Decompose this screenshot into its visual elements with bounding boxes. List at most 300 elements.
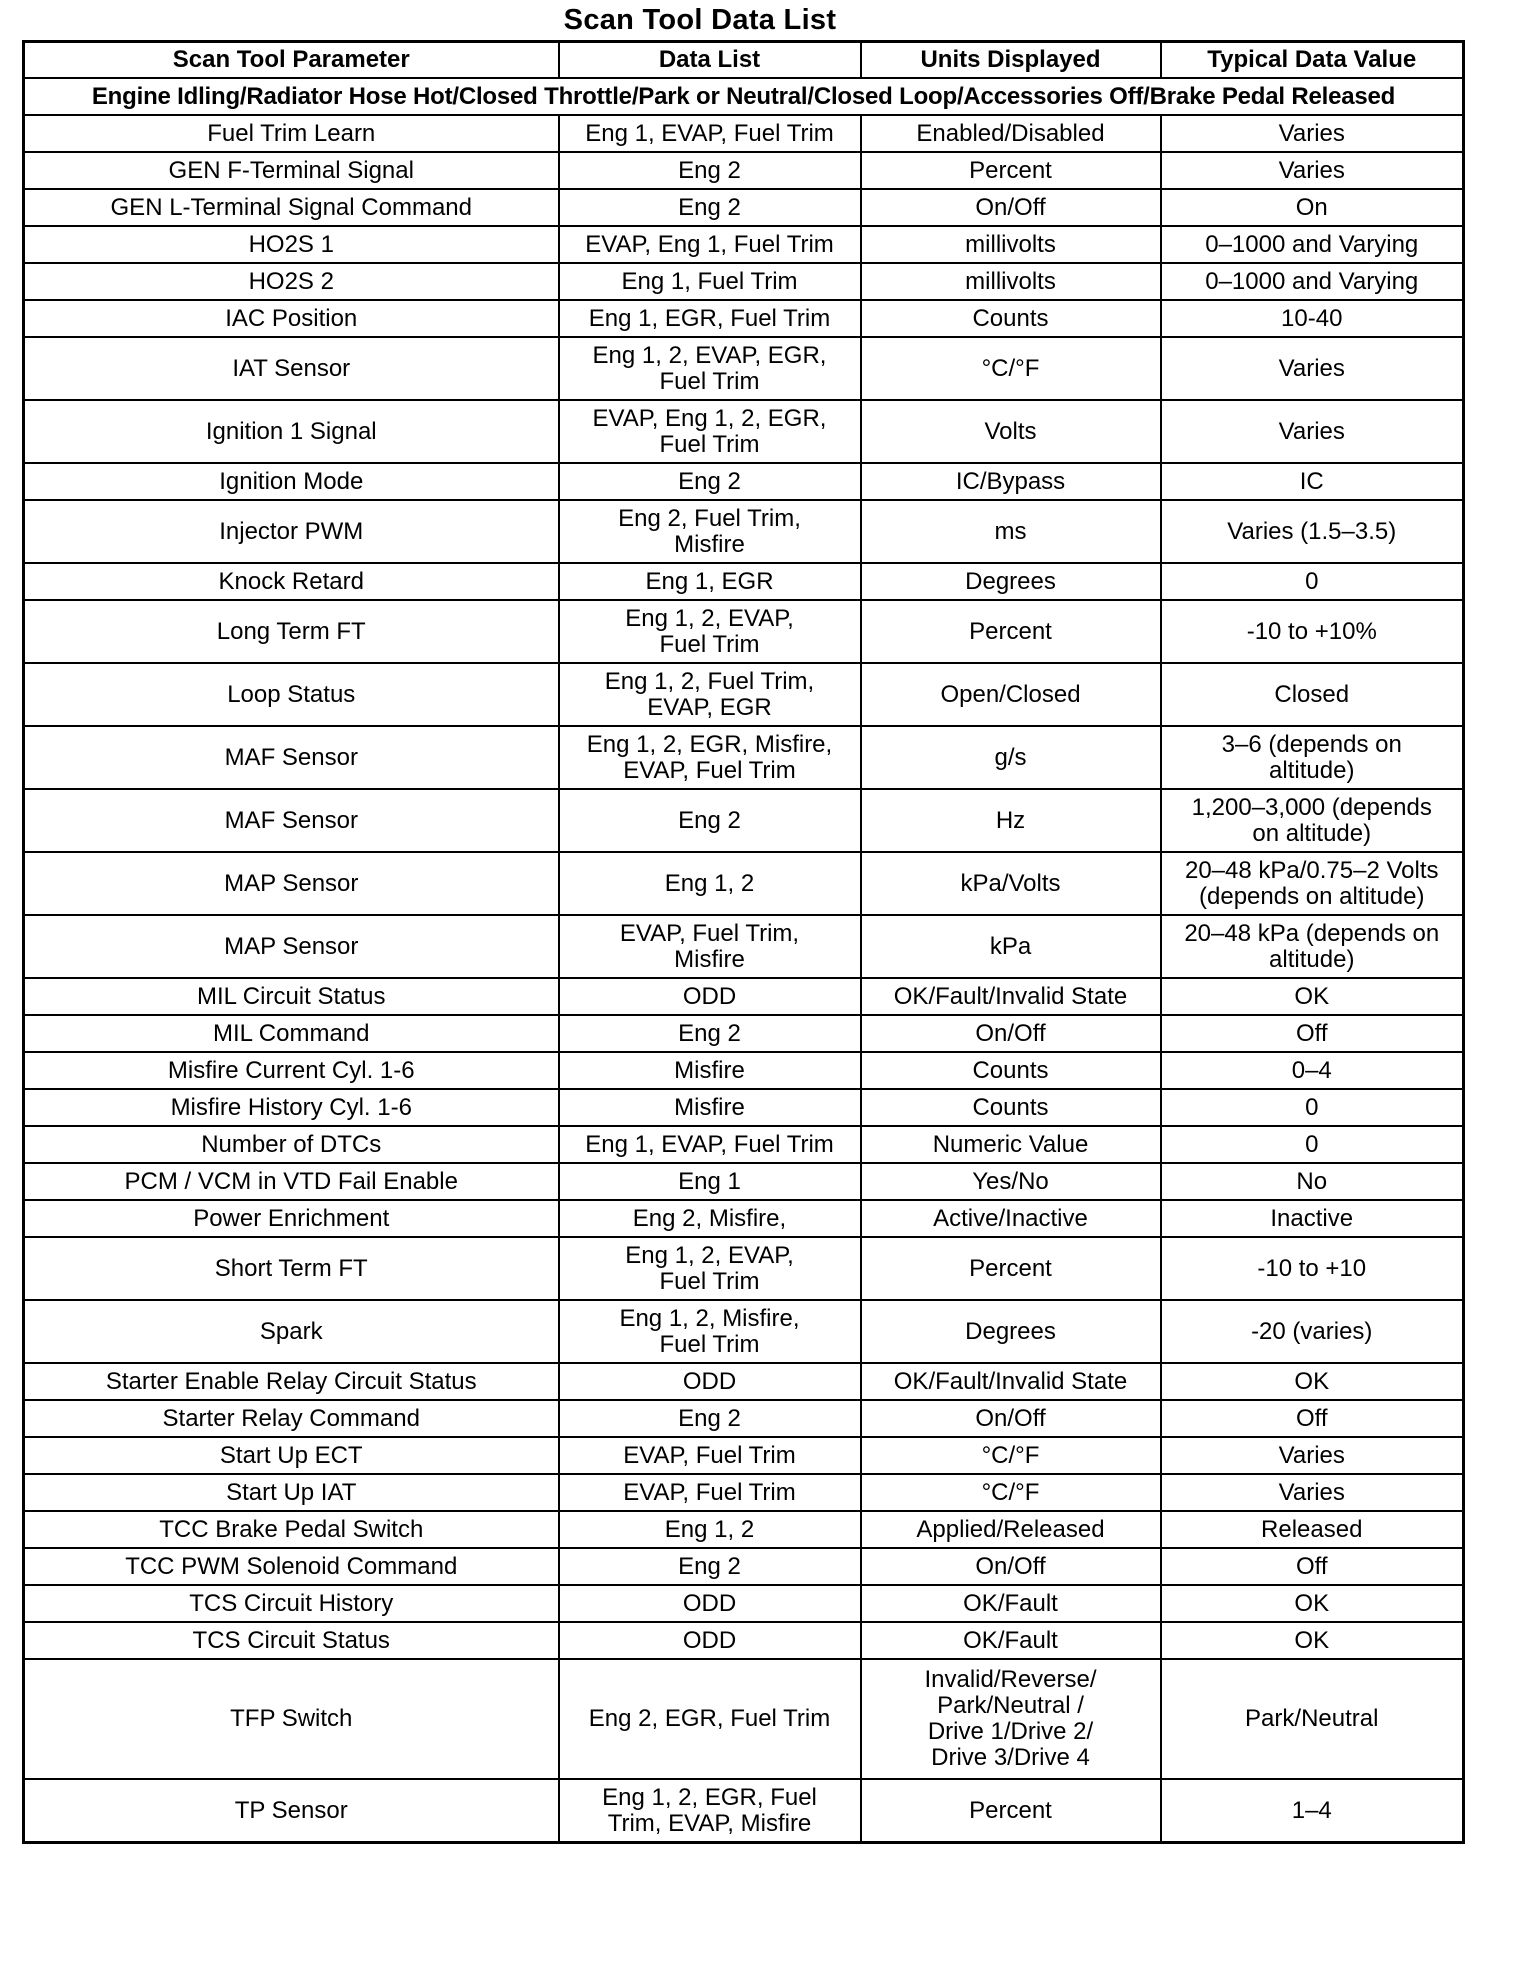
data-list-cell — [559, 1015, 861, 1052]
units-cell-line: Percent — [969, 1254, 1052, 1282]
typical-value-cell-line: 0 — [1305, 1093, 1319, 1121]
parameter-cell: PCM / VCM in VTD Fail Enable — [24, 1163, 559, 1200]
typical-value-cell-line: Off — [1295, 1404, 1328, 1432]
typical-value-cell — [1161, 563, 1464, 600]
typical-value-cell-line: Varies (1.5–3.5) — [1227, 517, 1397, 545]
data-list-cell — [559, 1437, 861, 1474]
typical-value-cell-line: On — [1295, 193, 1328, 221]
units-cell-line: Invalid/Reverse/ — [924, 1666, 1097, 1693]
typical-value-cell — [1161, 1437, 1464, 1474]
parameter-cell: IAC Position — [24, 300, 559, 337]
data-list-cell — [559, 1052, 861, 1089]
parameter-cell: Spark — [24, 1300, 559, 1363]
data-list-cell-line: Misfire — [674, 1056, 745, 1084]
units-cell-line: g/s — [994, 743, 1027, 771]
typical-value-cell-line: 3–6 (depends on — [1221, 730, 1402, 758]
units-cell-line: Numeric Value — [932, 1130, 1089, 1158]
parameter-cell: TCS Circuit History — [24, 1585, 559, 1622]
parameter-cell: Injector PWM — [24, 500, 559, 563]
typical-value-cell-line: 1,200–3,000 (depends — [1191, 793, 1432, 821]
data-list-cell-line: Eng 2 — [678, 193, 741, 221]
typical-value-cell-line: 0–1000 and Varying — [1205, 230, 1419, 258]
typical-value-cell-line: OK — [1294, 1589, 1330, 1617]
units-cell-line: Yes/No — [972, 1167, 1049, 1195]
data-list-cell — [559, 1548, 861, 1585]
typical-value-cell — [1161, 300, 1464, 337]
typical-value-cell — [1161, 337, 1464, 400]
units-cell-line: On/Off — [975, 1552, 1046, 1580]
typical-value-cell-line: 20–48 kPa (depends on — [1184, 919, 1440, 947]
table-row — [24, 600, 1464, 663]
table-row — [24, 1089, 1464, 1126]
typical-value-cell — [1161, 1089, 1464, 1126]
parameter-cell: Loop Status — [24, 663, 559, 726]
units-cell-line: Enabled/Disabled — [916, 119, 1105, 147]
units-cell — [861, 463, 1161, 500]
units-cell-line: kPa/Volts — [960, 869, 1061, 897]
table-row — [24, 1779, 1464, 1843]
typical-value-cell-line: -10 to +10% — [1246, 617, 1377, 645]
units-cell-line: On/Off — [975, 1404, 1046, 1432]
data-list-cell-line: EVAP, Fuel Trim — [623, 1441, 796, 1469]
parameter-cell: MAP Sensor — [24, 852, 559, 915]
units-cell — [861, 600, 1161, 663]
typical-value-cell — [1161, 1237, 1464, 1300]
units-cell — [861, 852, 1161, 915]
table-row — [24, 1126, 1464, 1163]
parameter-cell: TCS Circuit Status — [24, 1622, 559, 1659]
table-row — [24, 263, 1464, 300]
units-cell — [861, 263, 1161, 300]
parameter-cell: Short Term FT — [24, 1237, 559, 1300]
typical-value-cell — [1161, 789, 1464, 852]
units-cell-line: Counts — [972, 1056, 1049, 1084]
units-cell — [861, 663, 1161, 726]
data-list-cell-line: Eng 2 — [678, 806, 741, 834]
parameter-cell: Misfire History Cyl. 1-6 — [24, 1089, 559, 1126]
parameter-cell: HO2S 1 — [24, 226, 559, 263]
data-list-cell-line: Misfire — [674, 945, 745, 973]
data-list-cell — [559, 115, 861, 152]
data-list-cell — [559, 915, 861, 978]
units-cell — [861, 978, 1161, 1015]
data-list-cell — [559, 1779, 861, 1843]
units-cell-line: °C/°F — [981, 1441, 1040, 1469]
units-cell-line: Applied/Released — [916, 1515, 1105, 1543]
typical-value-cell — [1161, 1015, 1464, 1052]
column-header-units: Units Displayed — [861, 42, 1161, 79]
data-list-cell-line: Fuel Trim — [659, 367, 760, 395]
units-cell-line: °C/°F — [981, 354, 1040, 382]
data-list-cell-line: Eng 2 — [678, 1552, 741, 1580]
typical-value-cell-line: 0 — [1305, 567, 1319, 595]
condition-row — [24, 78, 1464, 115]
data-list-cell-line: EVAP, Fuel Trim — [623, 756, 796, 784]
units-cell — [861, 1548, 1161, 1585]
table-row — [24, 500, 1464, 563]
data-list-cell — [559, 226, 861, 263]
units-cell-line: Counts — [972, 1093, 1049, 1121]
table-row — [24, 189, 1464, 226]
units-cell — [861, 1015, 1161, 1052]
data-list-cell-line: Eng 1, EVAP, Fuel Trim — [585, 119, 834, 147]
units-cell-line: millivolts — [965, 230, 1056, 258]
table-row — [24, 400, 1464, 463]
typical-value-cell — [1161, 1474, 1464, 1511]
units-cell — [861, 1400, 1161, 1437]
units-cell — [861, 1126, 1161, 1163]
parameter-cell: Knock Retard — [24, 563, 559, 600]
data-list-cell-line: Fuel Trim — [659, 1267, 760, 1295]
units-cell — [861, 1622, 1161, 1659]
units-cell-line: kPa — [989, 932, 1032, 960]
typical-value-cell-line: 0 — [1305, 1130, 1319, 1158]
typical-value-cell-line: Off — [1295, 1019, 1328, 1047]
data-list-cell — [559, 1200, 861, 1237]
typical-value-cell-line: Varies — [1278, 354, 1345, 382]
units-cell-line: Active/Inactive — [933, 1204, 1088, 1232]
typical-value-cell — [1161, 663, 1464, 726]
units-cell — [861, 1474, 1161, 1511]
parameter-cell: Ignition 1 Signal — [24, 400, 559, 463]
parameter-cell: MAF Sensor — [24, 789, 559, 852]
typical-value-cell — [1161, 600, 1464, 663]
data-list-cell — [559, 152, 861, 189]
units-cell-line: IC/Bypass — [955, 467, 1066, 495]
data-list-cell — [559, 789, 861, 852]
typical-value-cell — [1161, 1052, 1464, 1089]
header-row — [24, 42, 1464, 79]
units-cell — [861, 500, 1161, 563]
units-cell — [861, 400, 1161, 463]
units-cell-line: OK/Fault/Invalid State — [893, 1367, 1128, 1395]
parameter-cell: TFP Switch — [24, 1659, 559, 1779]
typical-value-cell-line: on altitude) — [1252, 819, 1372, 847]
parameter-cell: GEN F-Terminal Signal — [24, 152, 559, 189]
typical-value-cell-line: (depends on altitude) — [1199, 882, 1425, 910]
units-cell-line: Degrees — [965, 567, 1056, 595]
parameter-cell: Long Term FT — [24, 600, 559, 663]
units-cell — [861, 1163, 1161, 1200]
data-list-cell — [559, 400, 861, 463]
data-list-cell-line: ODD — [682, 1626, 737, 1654]
parameter-cell: Starter Relay Command — [24, 1400, 559, 1437]
typical-value-cell-line: Park/Neutral — [1245, 1705, 1379, 1732]
units-cell — [861, 152, 1161, 189]
data-list-cell — [559, 463, 861, 500]
units-cell-line: On/Off — [975, 1019, 1046, 1047]
parameter-cell: Start Up IAT — [24, 1474, 559, 1511]
typical-value-cell — [1161, 852, 1464, 915]
parameter-cell: MIL Circuit Status — [24, 978, 559, 1015]
table-row — [24, 1622, 1464, 1659]
typical-value-cell-line: Varies — [1278, 417, 1345, 445]
typical-value-cell-line: 1–4 — [1291, 1796, 1332, 1824]
parameter-cell: MIL Command — [24, 1015, 559, 1052]
table-row — [24, 789, 1464, 852]
units-cell-line: Open/Closed — [940, 680, 1081, 708]
table-row — [24, 115, 1464, 152]
data-list-cell — [559, 563, 861, 600]
table-row — [24, 152, 1464, 189]
parameter-cell: MAP Sensor — [24, 915, 559, 978]
units-cell — [861, 1089, 1161, 1126]
data-list-cell-line: Eng 1 — [678, 1167, 741, 1195]
typical-value-cell — [1161, 115, 1464, 152]
data-list-cell-line: Eng 1, EGR, Fuel Trim — [588, 304, 831, 332]
data-list-cell — [559, 852, 861, 915]
data-list-cell — [559, 189, 861, 226]
typical-value-cell-line: Released — [1261, 1515, 1363, 1543]
table-row — [24, 226, 1464, 263]
data-list-cell-line: EVAP, Eng 1, Fuel Trim — [585, 230, 834, 258]
table-row — [24, 563, 1464, 600]
typical-value-cell-line: Off — [1295, 1552, 1328, 1580]
typical-value-cell — [1161, 500, 1464, 563]
data-list-cell — [559, 1659, 861, 1779]
data-list-cell — [559, 1089, 861, 1126]
table-row — [24, 1400, 1464, 1437]
data-list-cell — [559, 726, 861, 789]
table-row — [24, 852, 1464, 915]
data-list-cell-line: ODD — [682, 982, 737, 1010]
units-cell — [861, 1511, 1161, 1548]
data-list-cell-line: Eng 1, 2, EVAP, EGR, — [592, 341, 827, 369]
parameter-cell: Starter Enable Relay Circuit Status — [24, 1363, 559, 1400]
table-row — [24, 1300, 1464, 1363]
data-list-cell-line: ODD — [682, 1589, 737, 1617]
data-list-cell — [559, 1622, 861, 1659]
typical-value-cell-line: No — [1296, 1167, 1328, 1195]
units-cell — [861, 1300, 1161, 1363]
data-list-cell-line: EVAP, EGR — [647, 693, 772, 721]
typical-value-cell-line: OK — [1294, 1367, 1330, 1395]
units-cell — [861, 563, 1161, 600]
units-cell — [861, 1363, 1161, 1400]
data-list-cell — [559, 663, 861, 726]
units-cell-line: Drive 3/Drive 4 — [931, 1744, 1090, 1771]
data-list-cell — [559, 1163, 861, 1200]
units-cell — [861, 189, 1161, 226]
typical-value-cell — [1161, 1300, 1464, 1363]
table-row — [24, 1237, 1464, 1300]
table-row — [24, 1437, 1464, 1474]
data-list-cell — [559, 263, 861, 300]
table-row — [24, 726, 1464, 789]
data-list-cell-line: Eng 1, 2, Misfire, — [619, 1304, 800, 1332]
parameter-cell: TCC PWM Solenoid Command — [24, 1548, 559, 1585]
data-list-cell-line: Eng 1, 2 — [664, 869, 755, 897]
units-cell-line: OK/Fault — [963, 1589, 1058, 1617]
typical-value-cell-line: Varies — [1278, 156, 1345, 184]
table-row — [24, 463, 1464, 500]
units-cell-line: Park/Neutral / — [937, 1692, 1084, 1719]
typical-value-cell — [1161, 1779, 1464, 1843]
data-list-cell-line: Eng 1, 2, Fuel Trim, — [604, 667, 815, 695]
typical-value-cell-line: -10 to +10 — [1257, 1254, 1367, 1282]
table-row — [24, 1548, 1464, 1585]
data-list-cell-line: Fuel Trim — [659, 630, 760, 658]
data-list-cell — [559, 1585, 861, 1622]
data-list-cell-line: EVAP, Fuel Trim — [623, 1478, 796, 1506]
parameter-cell: TCC Brake Pedal Switch — [24, 1511, 559, 1548]
data-list-cell-line: Eng 1, 2, EVAP, — [625, 604, 794, 632]
units-cell-line: On/Off — [975, 193, 1046, 221]
column-header-data-list: Data List — [559, 42, 861, 79]
units-cell-line: ms — [994, 517, 1027, 545]
units-cell-line: Percent — [969, 1796, 1052, 1824]
table-row — [24, 337, 1464, 400]
units-cell-line: OK/Fault/Invalid State — [893, 982, 1128, 1010]
units-cell — [861, 1659, 1161, 1779]
table-row — [24, 1200, 1464, 1237]
parameter-cell: Fuel Trim Learn — [24, 115, 559, 152]
data-list-cell-line: Eng 1, 2, EGR, Misfire, — [586, 730, 833, 758]
data-list-cell-line: Trim, EVAP, Misfire — [607, 1809, 812, 1837]
typical-value-cell-line: Closed — [1274, 680, 1350, 708]
data-list-cell-line: Eng 1, EGR — [645, 567, 774, 595]
data-list-cell — [559, 1237, 861, 1300]
typical-value-cell — [1161, 1200, 1464, 1237]
data-list-cell-line: Eng 2 — [678, 1404, 741, 1432]
units-cell-line: Hz — [995, 806, 1026, 834]
table-row — [24, 1363, 1464, 1400]
column-header-typical-value: Typical Data Value — [1161, 42, 1464, 79]
units-cell — [861, 300, 1161, 337]
units-cell — [861, 789, 1161, 852]
typical-value-cell-line: OK — [1294, 1626, 1330, 1654]
units-cell — [861, 1779, 1161, 1843]
typical-value-cell — [1161, 263, 1464, 300]
data-list-cell-line: EVAP, Eng 1, 2, EGR, — [592, 404, 827, 432]
table-row — [24, 1585, 1464, 1622]
units-cell — [861, 1052, 1161, 1089]
typical-value-cell — [1161, 189, 1464, 226]
parameter-cell: GEN L-Terminal Signal Command — [24, 189, 559, 226]
typical-value-cell-line: altitude) — [1269, 756, 1355, 784]
table-row — [24, 1163, 1464, 1200]
data-list-cell-line: Fuel Trim — [659, 1330, 760, 1358]
data-list-cell-line: EVAP, Fuel Trim, — [619, 919, 800, 947]
page-title: Scan Tool Data List — [563, 4, 837, 36]
units-cell-line: Counts — [972, 304, 1049, 332]
units-cell — [861, 1437, 1161, 1474]
units-cell-line: OK/Fault — [963, 1626, 1058, 1654]
data-list-cell-line: ODD — [682, 1367, 737, 1395]
units-cell-line: Percent — [969, 617, 1052, 645]
data-list-cell — [559, 1126, 861, 1163]
typical-value-cell-line: 10-40 — [1281, 304, 1343, 332]
scan-tool-data-table — [22, 40, 1465, 1844]
data-list-cell-line: Eng 2, Misfire, — [632, 1204, 787, 1232]
typical-value-cell — [1161, 1659, 1464, 1779]
units-cell — [861, 337, 1161, 400]
data-list-cell — [559, 600, 861, 663]
units-cell-line: Drive 1/Drive 2/ — [927, 1718, 1094, 1745]
typical-value-cell — [1161, 226, 1464, 263]
data-list-cell-line: Eng 2, EGR, Fuel Trim — [588, 1705, 831, 1732]
units-cell-line: °C/°F — [981, 1478, 1040, 1506]
typical-value-cell — [1161, 1511, 1464, 1548]
typical-value-cell-line: 20–48 kPa/0.75–2 Volts — [1184, 856, 1439, 884]
typical-value-cell — [1161, 1163, 1464, 1200]
parameter-cell: IAT Sensor — [24, 337, 559, 400]
typical-value-cell — [1161, 978, 1464, 1015]
data-list-cell-line: Eng 1, 2 — [664, 1515, 755, 1543]
units-cell-line: Degrees — [965, 1317, 1056, 1345]
data-list-cell-line: Misfire — [674, 1093, 745, 1121]
typical-value-cell — [1161, 463, 1464, 500]
typical-value-cell-line: Inactive — [1270, 1204, 1354, 1232]
table-row — [24, 915, 1464, 978]
table-row — [24, 663, 1464, 726]
typical-value-cell-line: 0–1000 and Varying — [1205, 267, 1419, 295]
units-cell — [861, 726, 1161, 789]
data-list-cell-line: Eng 1, 2, EVAP, — [625, 1241, 794, 1269]
table-row — [24, 1511, 1464, 1548]
typical-value-cell — [1161, 400, 1464, 463]
typical-value-cell-line: IC — [1299, 467, 1324, 495]
units-cell — [861, 226, 1161, 263]
typical-value-cell-line: 0–4 — [1291, 1056, 1332, 1084]
typical-value-cell — [1161, 1585, 1464, 1622]
column-header-parameter: Scan Tool Parameter — [24, 42, 559, 79]
data-list-cell — [559, 978, 861, 1015]
units-cell-line: Volts — [984, 417, 1037, 445]
typical-value-cell — [1161, 1126, 1464, 1163]
typical-value-cell-line: Varies — [1278, 1478, 1345, 1506]
table-row — [24, 1659, 1464, 1779]
parameter-cell: Misfire Current Cyl. 1-6 — [24, 1052, 559, 1089]
units-cell — [861, 915, 1161, 978]
typical-value-cell — [1161, 1400, 1464, 1437]
table-body — [24, 78, 1464, 1843]
parameter-cell: Power Enrichment — [24, 1200, 559, 1237]
typical-value-cell — [1161, 915, 1464, 978]
data-list-cell — [559, 1474, 861, 1511]
data-list-cell — [559, 300, 861, 337]
condition-text: Engine Idling/Radiator Hose Hot/Closed Throttle/Park or Neutral/Closed Loop/Accessories Off/Brake Pedal Released — [24, 78, 1464, 115]
data-list-cell-line: Eng 2 — [678, 467, 741, 495]
table-row — [24, 1015, 1464, 1052]
table-row — [24, 978, 1464, 1015]
data-list-cell-line: Misfire — [674, 530, 745, 558]
units-cell-line: millivolts — [965, 267, 1056, 295]
units-cell — [861, 115, 1161, 152]
typical-value-cell — [1161, 1622, 1464, 1659]
parameter-cell: Start Up ECT — [24, 1437, 559, 1474]
typical-value-cell — [1161, 1363, 1464, 1400]
typical-value-cell-line: -20 (varies) — [1251, 1317, 1373, 1345]
typical-value-cell — [1161, 726, 1464, 789]
data-list-cell — [559, 337, 861, 400]
parameter-cell: Number of DTCs — [24, 1126, 559, 1163]
data-list-cell — [559, 1300, 861, 1363]
table-row — [24, 1474, 1464, 1511]
typical-value-cell-line: Varies — [1278, 1441, 1345, 1469]
data-list-cell-line: Eng 2, Fuel Trim, — [618, 504, 801, 532]
data-list-cell-line: Eng 1, 2, EGR, Fuel — [602, 1783, 817, 1811]
parameter-cell: Ignition Mode — [24, 463, 559, 500]
typical-value-cell — [1161, 152, 1464, 189]
typical-value-cell — [1161, 1548, 1464, 1585]
table-row — [24, 300, 1464, 337]
data-list-cell-line: Eng 1, EVAP, Fuel Trim — [585, 1130, 834, 1158]
typical-value-cell-line: OK — [1294, 982, 1330, 1010]
units-cell-line: Percent — [969, 156, 1052, 184]
data-list-cell-line: Eng 1, Fuel Trim — [621, 267, 798, 295]
units-cell — [861, 1200, 1161, 1237]
